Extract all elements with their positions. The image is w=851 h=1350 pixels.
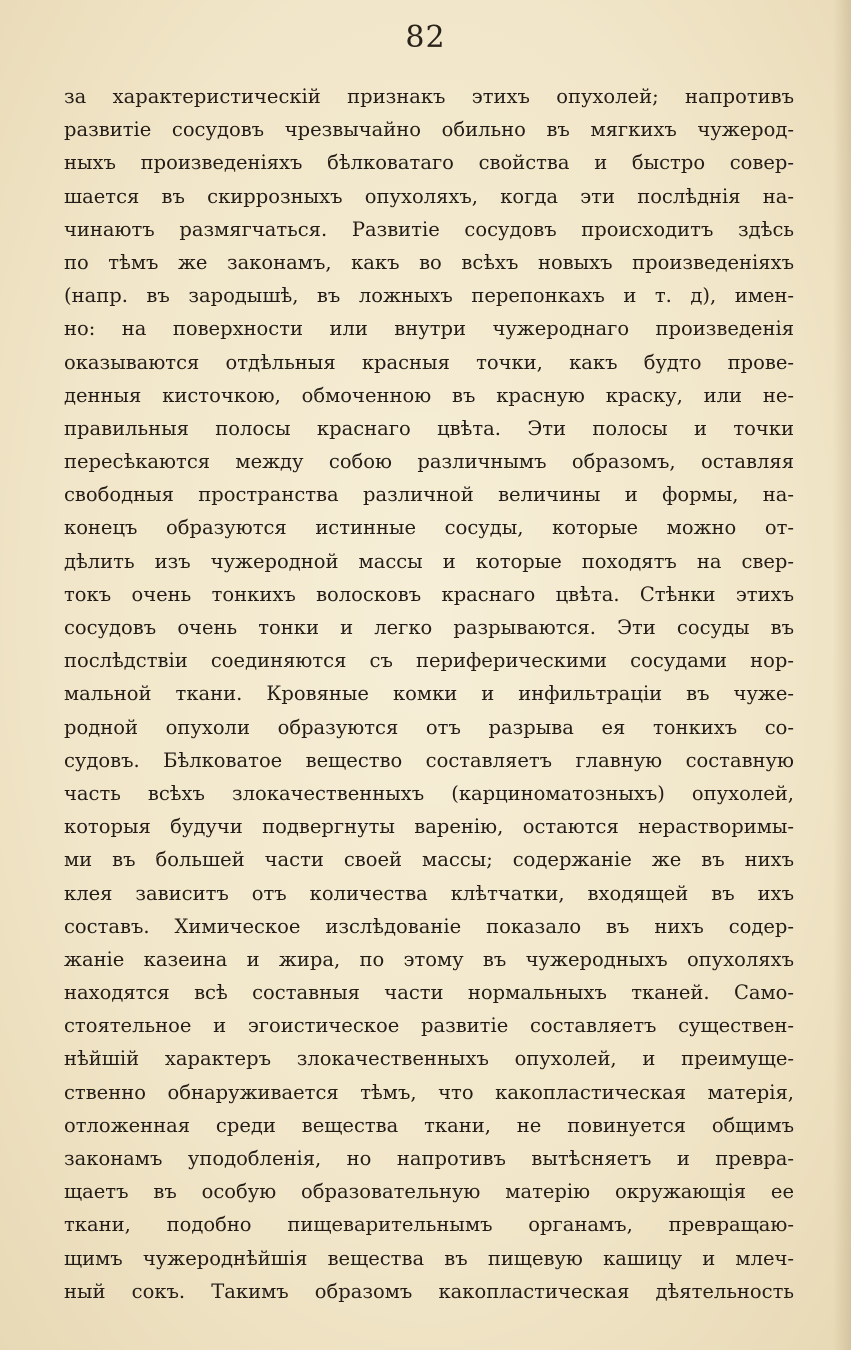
text-line: сосудовъ очень тонки и легко разрываются. Эти сосуды въ bbox=[64, 616, 794, 639]
text-line: которыя будучи подвергнуты варенію, остаются нерастворимы- bbox=[64, 815, 794, 839]
text-line: пересѣкаются между собою различнымъ образомъ, оставляя bbox=[64, 450, 794, 474]
text-line: конецъ образуются истинные сосуды, которые можно от- bbox=[64, 516, 794, 540]
text-line: родной опухоли образуются отъ разрыва ея тонкихъ со- bbox=[64, 715, 794, 739]
text-line: по тѣмъ же законамъ, какъ во всѣхъ новыхъ произведеніяхъ bbox=[64, 250, 794, 274]
text-line: за характеристическій признакъ этихъ опухолей; напротивъ bbox=[64, 85, 794, 108]
text-line: развитіе сосудовъ чрезвычайно обильно въ мягкихъ чужерод- bbox=[64, 118, 794, 142]
text-line: отложенная среди вещества ткани, не повинуется общимъ bbox=[64, 1113, 794, 1137]
text-line: денныя кисточкою, обмоченною въ красную краску, или не- bbox=[64, 383, 794, 407]
text-line: клея зависитъ отъ количества клѣтчатки, входящей въ ихъ bbox=[64, 881, 794, 905]
text-line: нѣйшій характеръ злокачественныхъ опухолей, и преимуще- bbox=[64, 1047, 794, 1071]
text-line: часть всѣхъ злокачественныхъ (карциноматозныхъ) опухолей, bbox=[64, 781, 794, 805]
text-line: послѣдствіи соединяются съ периферическими сосудами нор- bbox=[64, 649, 794, 673]
text-line: правильныя полосы краснаго цвѣта. Эти полосы и точки bbox=[64, 416, 794, 440]
text-line: ми въ большей части своей массы; содержаніе же въ нихъ bbox=[64, 848, 794, 872]
text-line: законамъ уподобленія, но напротивъ вытѣсняетъ и превра- bbox=[64, 1147, 794, 1170]
body-text bbox=[64, 80, 794, 1308]
text-line: дѣлить изъ чужеродной массы и которые походятъ на свер- bbox=[64, 549, 794, 573]
text-line: ныхъ произведеніяхъ бѣлковатаго свойства и быстро совер- bbox=[64, 151, 794, 175]
text-line: оказываются отдѣльныя красныя точки, какъ будто прове- bbox=[64, 350, 794, 374]
text-line: чинаютъ размягчаться. Развитіе сосудовъ происходитъ здѣсь bbox=[64, 217, 794, 241]
text-line: (напр. въ зародышѣ, въ ложныхъ перепонкахъ и т. д), имен- bbox=[64, 284, 794, 308]
text-line: но: на поверхности или внутри чужероднаго произведенія bbox=[64, 317, 794, 341]
text-line: щимъ чужероднѣйшія вещества въ пищевую кашицу и млеч- bbox=[64, 1246, 794, 1270]
text-line: стоятельное и эгоистическое развитіе составляетъ существен- bbox=[64, 1014, 794, 1038]
text-line: мальной ткани. Кровяные комки и инфильтраціи въ чуже- bbox=[64, 682, 794, 706]
text-line: ственно обнаруживается тѣмъ, что какопластическая матерія, bbox=[64, 1080, 794, 1104]
page-number: 82 bbox=[405, 20, 446, 55]
text-line: ткани, подобно пищеварительнымъ органамъ, превращаю- bbox=[64, 1213, 794, 1237]
text-line: щаетъ въ особую образовательную матерію окружающія ее bbox=[64, 1180, 794, 1204]
text-line: свободныя пространства различной величины и формы, на- bbox=[64, 483, 794, 507]
text-line: жаніе казеина и жира, по этому въ чужеродныхъ опухоляхъ bbox=[64, 947, 794, 971]
page-edge-shadow bbox=[833, 0, 851, 1350]
text-line: находятся всѣ составныя части нормальныхъ тканей. Само- bbox=[64, 981, 794, 1005]
text-line: токъ очень тонкихъ волосковъ краснаго цвѣта. Стѣнки этихъ bbox=[64, 582, 794, 606]
text-line: составъ. Химическое изслѣдованіе показало въ нихъ содер- bbox=[64, 914, 794, 938]
text-line: судовъ. Бѣлковатое вещество составляетъ главную составную bbox=[64, 748, 794, 772]
text-line: шается въ скиррозныхъ опухоляхъ, когда эти послѣднія на- bbox=[64, 184, 794, 208]
text-line: ный сокъ. Такимъ образомъ какопластическая дѣятельность bbox=[64, 1279, 794, 1303]
